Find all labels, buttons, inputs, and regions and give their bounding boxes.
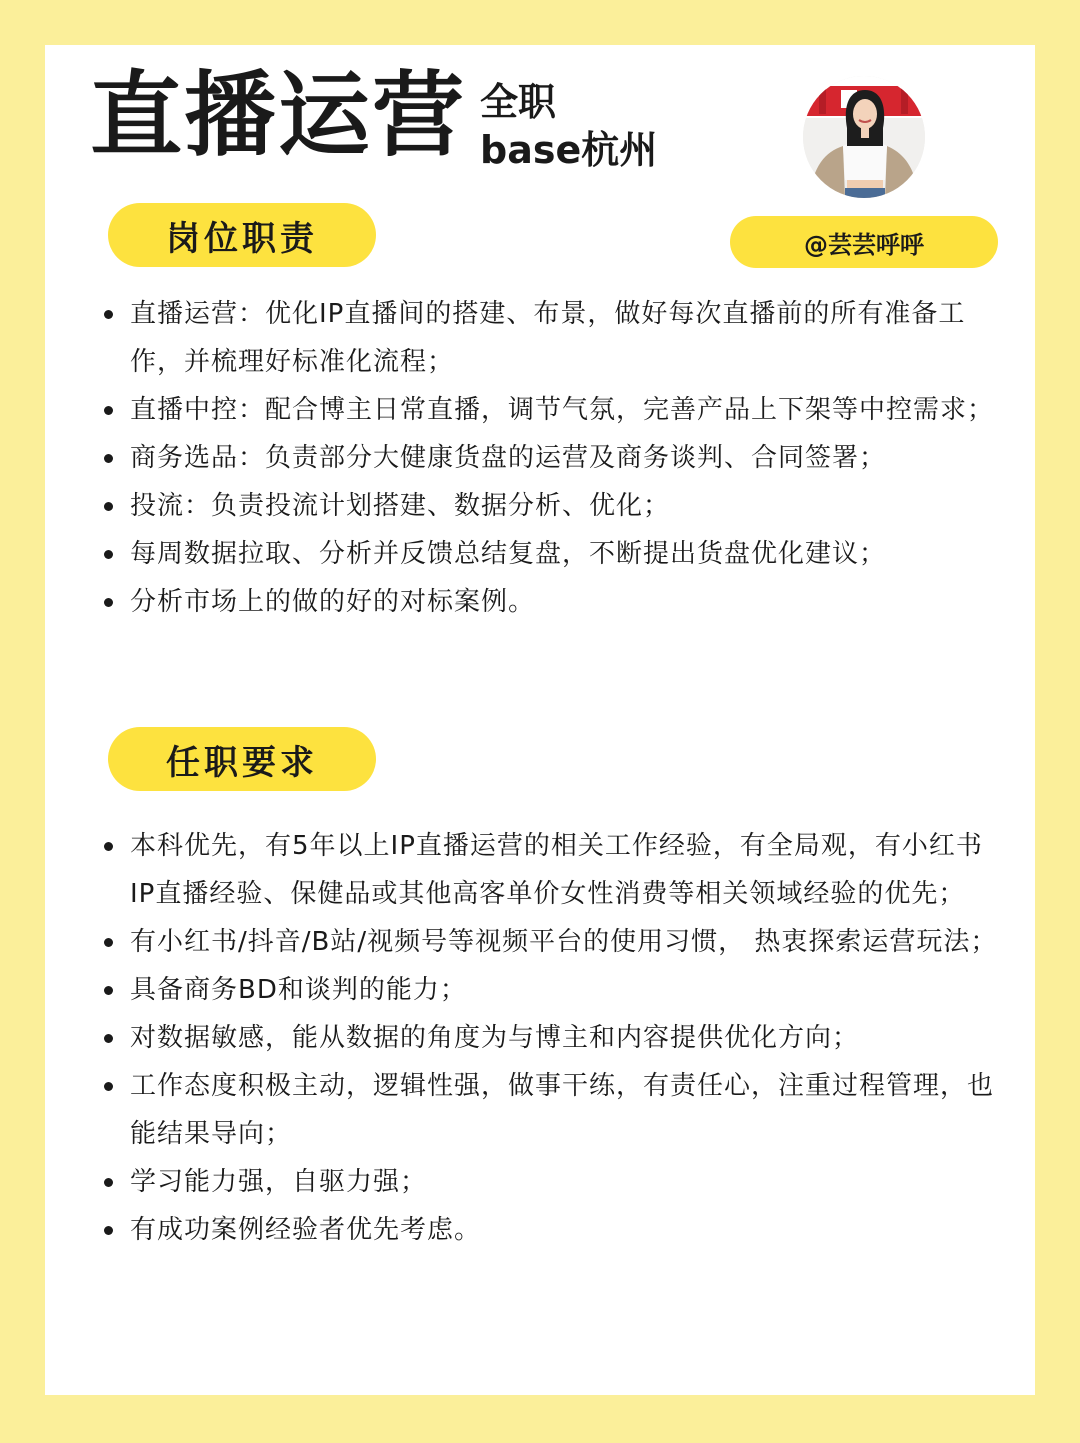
requirements-list bbox=[100, 822, 1002, 1254]
job-location: base杭州 bbox=[480, 128, 658, 172]
list-item: 分析市场上的做的好的对标案例。 bbox=[100, 578, 1002, 626]
list-item: 商务选品：负责部分大健康货盘的运营及商务谈判、合同签署； bbox=[100, 434, 1002, 482]
avatar-photo-illustration bbox=[803, 76, 925, 198]
list-item: 本科优先，有5年以上IP直播运营的相关工作经验，有全局观，有小红书IP直播经验、保健品或其他高客单价女性消费等相关领域经验的优先； bbox=[100, 822, 1002, 918]
author-handle: @芸芸呼呼 bbox=[730, 216, 998, 268]
list-item: 有成功案例经验者优先考虑。 bbox=[100, 1206, 1002, 1254]
list-item: 直播运营：优化IP直播间的搭建、布景，做好每次直播前的所有准备工作，并梳理好标准化流程； bbox=[100, 290, 1002, 386]
list-item: 直播中控：配合博主日常直播，调节气氛，完善产品上下架等中控需求； bbox=[100, 386, 1002, 434]
list-item: 有小红书/抖音/B站/视频号等视频平台的使用习惯， 热衷探索运营玩法； bbox=[100, 918, 1002, 966]
avatar bbox=[803, 76, 925, 198]
job-title: 直播运营 bbox=[90, 62, 467, 169]
list-item: 对数据敏感，能从数据的角度为与博主和内容提供优化方向； bbox=[100, 1014, 1002, 1062]
list-item: 具备商务BD和谈判的能力； bbox=[100, 966, 1002, 1014]
list-item: 工作态度积极主动，逻辑性强，做事干练，有责任心，注重过程管理，也能结果导向； bbox=[100, 1062, 1002, 1158]
section-heading-requirements: 任职要求 bbox=[108, 727, 376, 791]
responsibilities-list bbox=[100, 290, 1002, 626]
list-item: 每周数据拉取、分析并反馈总结复盘，不断提出货盘优化建议； bbox=[100, 530, 1002, 578]
job-meta bbox=[480, 78, 657, 174]
list-item: 学习能力强，自驱力强； bbox=[100, 1158, 1002, 1206]
list-item: 投流：负责投流计划搭建、数据分析、优化； bbox=[100, 482, 1002, 530]
section-heading-responsibilities: 岗位职责 bbox=[108, 203, 376, 267]
employment-type: 全职 bbox=[480, 80, 557, 124]
